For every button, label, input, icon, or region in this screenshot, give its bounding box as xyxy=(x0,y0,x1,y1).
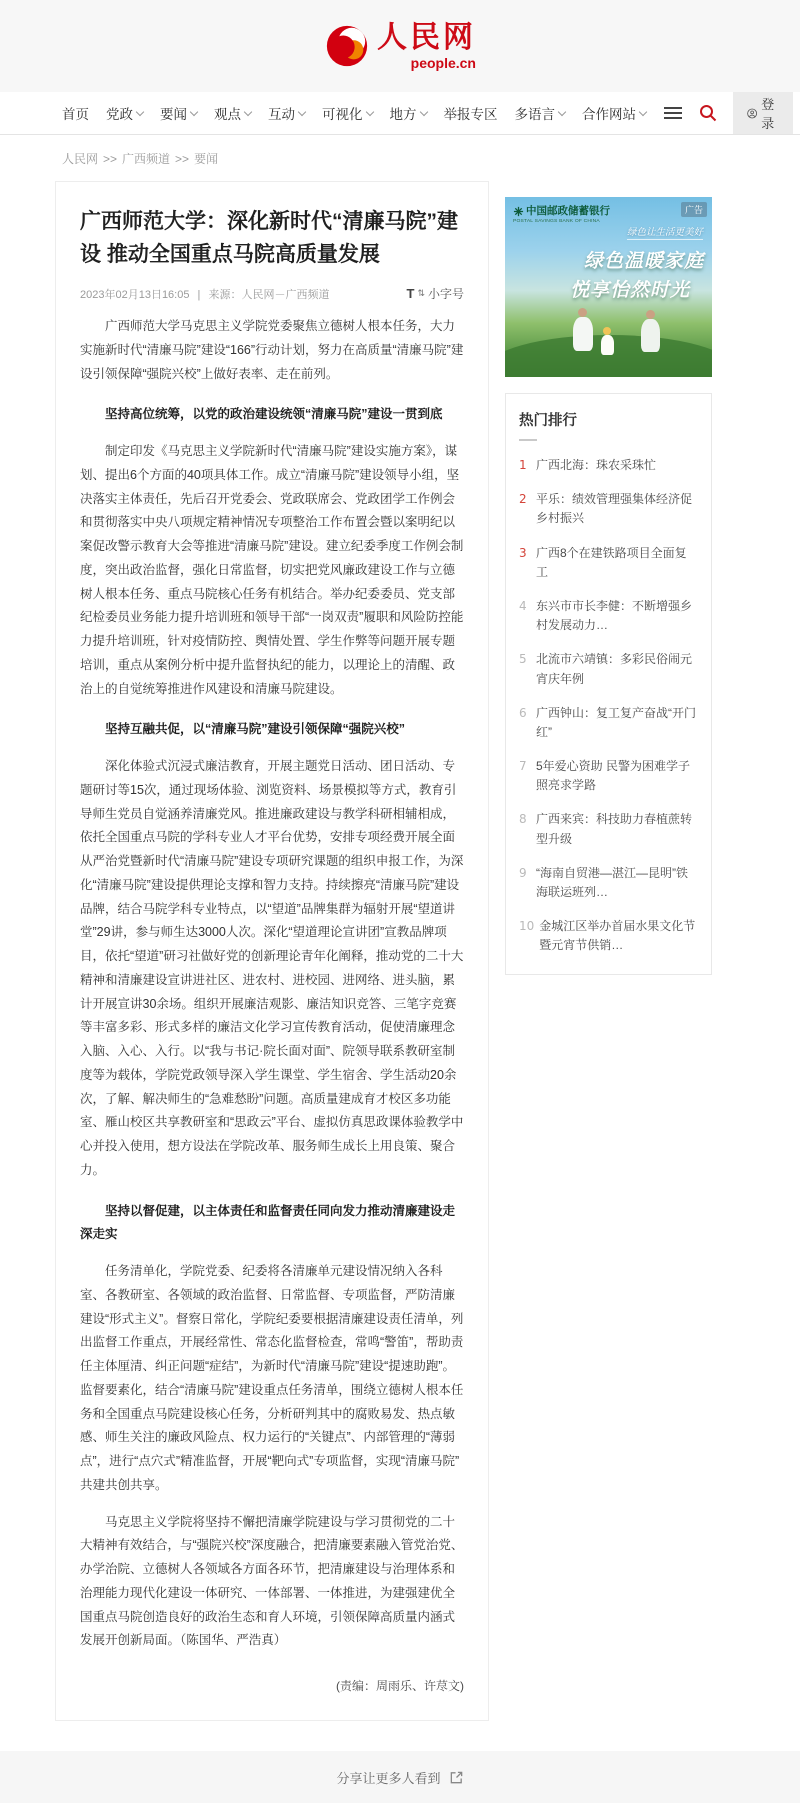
ad-person-head xyxy=(646,310,655,319)
hot-ranking-number: 6 xyxy=(519,705,527,720)
ad-person-figure xyxy=(573,317,593,351)
hot-ranking-text: 广西钟山：复工复产奋战“开门红” xyxy=(536,705,696,739)
nav-item-6[interactable] xyxy=(390,103,427,123)
nav-item-8[interactable] xyxy=(515,103,566,123)
nav-item-label: 要闻 xyxy=(160,107,187,122)
article-body xyxy=(80,315,464,1653)
main-content xyxy=(0,179,800,1747)
hot-ranking-item-10[interactable] xyxy=(519,917,698,955)
chevron-down-icon xyxy=(365,107,373,115)
nav-item-label: 观点 xyxy=(214,107,241,122)
ad-person-figure xyxy=(641,319,660,352)
hot-ranking-text: 广西来宾：科技助力春植蔗转型升级 xyxy=(536,812,693,846)
ad-person-head xyxy=(578,308,587,317)
breadcrumb-separator: >> xyxy=(175,152,190,166)
sidebar xyxy=(505,197,712,975)
hot-ranking-text: 广西8个在建铁路项目全面复工 xyxy=(536,545,687,579)
ad-bank-sub: POSTAL SAVINGS BANK OF CHINA xyxy=(513,217,600,224)
breadcrumb-link-0[interactable]: 人民网 xyxy=(62,152,99,166)
hot-ranking-number: 8 xyxy=(519,812,527,827)
bank-logo-icon xyxy=(513,206,524,217)
hot-ranking-text: 平乐：绩效管理强集体经济促乡村振兴 xyxy=(536,492,693,526)
chevron-down-icon xyxy=(298,107,306,115)
hot-ranking-text: 5年爱心资助 民警为困难学子照亮求学路 xyxy=(536,759,691,793)
hot-ranking-number: 10 xyxy=(519,919,535,934)
hot-ranking-list xyxy=(519,456,698,956)
article-paragraph: 制定印发《马克思主义学院新时代“清廉马院”建设实施方案》，谋划、提出6个方面的40项具体工作。成立“清廉马院”建设领导小组，坚决落实主体责任，先后召开党委会、党政联席会、党政团学工作例会和贯彻落实中央八项规定精神情况专项整治工作布置会暨以案明纪以案促改警示教育大会等推进“清廉马院”建设。建立纪委季度工作例会制度，突出政治监督，强化日常监督，切实把党风廉政建设工作与立德树人根本任务、重点马院核心任务有机结合。举办纪委委员、党支部纪检委员业务能力提升培训班和领导干部“一岗双责”履职和风险防控能力提升培训班，针对疫情防控、舆情处置、学生作弊等问题开展专题培训，重点从案例分析中提升监督执纪的能力，以理论上的清醒、政治上的自觉统筹推进作风建设和清廉马院建设。 xyxy=(80,444,464,696)
hot-ranking-number: 3 xyxy=(519,545,527,560)
hot-ranking-item-7[interactable] xyxy=(519,757,698,795)
search-icon[interactable] xyxy=(699,104,717,122)
share-strip xyxy=(0,1751,800,1803)
nav-item-2[interactable] xyxy=(160,103,197,123)
hot-ranking-text: 北流市六靖镇：多彩民俗闹元宵庆年例 xyxy=(536,652,693,686)
share-label: 分享让更多人看到 xyxy=(336,1770,441,1786)
ad-child-figure xyxy=(601,335,614,355)
nav-item-label: 可视化 xyxy=(322,107,363,122)
main-nav xyxy=(0,92,800,135)
people-cn-logo-icon xyxy=(324,23,370,69)
nav-item-7[interactable] xyxy=(444,103,498,123)
article-paragraph: 马克思主义学院将坚持不懈把清廉学院建设与学习贯彻党的二十大精神有效结合，与“强院兴校”深度融合，把清廉要素融入管党治党、办学治院、立德树人各领域各方面各环节，把清廉建设与治理体系和治理能力现代化建设一体研究、一体部署、一体推进，为建强建优全国重点马院创造良好的政治生态和育人环境，引领保障高质量内涵式发展开创新局面。（陈国华、严浩真） xyxy=(80,1514,464,1648)
article-subheading: 坚持高位统筹，以党的政治建设统领“清廉马院”建设一贯到底 xyxy=(105,407,443,422)
chevron-down-icon xyxy=(558,107,566,115)
breadcrumb xyxy=(0,135,800,179)
breadcrumb-separator: >> xyxy=(103,152,118,166)
article-source: 来源：人民网－广西频道 xyxy=(208,288,330,301)
hot-ranking-title: 热门排行 xyxy=(519,413,577,429)
chevron-down-icon xyxy=(244,107,252,115)
nav-item-9[interactable] xyxy=(582,103,646,123)
font-size-label: 小字号 xyxy=(427,287,464,302)
article-paragraph: 广西师范大学马克思主义学院党委聚焦立德树人根本任务，大力实施新时代“清廉马院”建设“166”行动计划，努力在高质量“清廉马院”建设引领保障“强院兴校”上做好表率、走在前列。 xyxy=(80,319,464,381)
article-subheading: 坚持以督促建，以主体责任和监督责任同向发力推动清廉建设走深走实 xyxy=(80,1203,456,1242)
nav-item-1[interactable] xyxy=(106,103,143,123)
chevron-down-icon xyxy=(639,107,647,115)
hot-ranking-number: 7 xyxy=(519,759,527,774)
chevron-down-icon xyxy=(190,107,198,115)
hot-ranking-item-9[interactable] xyxy=(519,864,698,902)
people-cn-logo[interactable] xyxy=(324,19,476,71)
font-size-control[interactable] xyxy=(406,285,464,302)
logo-text-cn: 人民网 xyxy=(377,19,476,55)
nav-item-5[interactable] xyxy=(322,103,373,123)
login-label: 登录 xyxy=(761,97,775,131)
nav-item-4[interactable] xyxy=(268,103,305,123)
hot-ranking-text: 东兴市市长李健：不断增强乡村发展动力… xyxy=(536,598,693,633)
hot-ranking-number: 2 xyxy=(519,492,527,507)
chevron-down-icon xyxy=(136,107,144,115)
nav-items xyxy=(62,103,646,123)
breadcrumb-link-1[interactable]: 广西频道 xyxy=(122,152,171,166)
nav-item-label: 地方 xyxy=(389,107,417,122)
hot-ranking-number: 1 xyxy=(519,458,527,472)
font-size-arrows-icon: ⇅ xyxy=(417,288,425,299)
article-paragraph: 任务清单化，学院党委、纪委将各清廉单元建设情况纳入各科室、各教研室、各领域的政治监督、日常监督、专项监督，严防清廉建设“形式主义”。督察日常化，学院纪委要根据清廉建设责任清单，列出监督工作重点，开展经常性、常态化监督检查，常鸣“警笛”，帮助责任主体厘清、纠正问题“症结”，为新时代“清廉马院”建设“提速助跑”。监督要素化，结合“清廉马院”建设重点任务清单，围绕立德树人根本任务和全国重点马院建设核心任务，分析研判其中的腐败易发、热点敏感、师生关注的廉政风险点、权力运行的“关键点”、内部管理的“薄弱点”，进行“点穴式”精准监督，开展“靶向式”专项监督，实现“清廉马院”共建共创共享。 xyxy=(80,1264,464,1492)
hot-ranking-text: “海南自贸港—湛江—昆明”铁海联运班列… xyxy=(536,865,688,899)
hot-ranking-number: 5 xyxy=(519,652,527,667)
article-paragraph: 深化体验式沉浸式廉洁教育，开展主题党日活动、团日活动、专题研讨等15次，通过现场体验、浏览资料、场景模拟等方式，教育引导师生党员自觉涵养清廉党风。推进廉政建设与教学科研相辅相成，依托全国重点马院的学科专业人才平台优势，安排专项经费开展全面从严治党暨新时代“清廉马院”建设专项研究课题的组织申报工作，为深化“清廉马院”建设提供理论支撑和智力支持。持续擦亮“清廉马院”建设品牌，结合马院学科专业特点，以“望道”品牌集群为辐射开展“望道讲堂”29讲，参与师生达3000人次。深化“望道理论宣讲团”宣教品牌项目，依托“望道”研习社做好党的创新理论青年化阐释，推动党的二十大精神和清廉建设宣讲进社区、进农村、进校园、进网络、进头脑，累计开展宣讲30余场。组织开展廉洁观影、廉洁知识竞答、三笔字竞赛等丰富多彩、形式多样的廉洁文化学习宣传教育活动，促使清廉理念入脑、入心、入行。以“我与书记·院长面对面”、院领导联系教研室制度等为载体，学院党政领导深入学生课堂、学生宿舍、学生活动20余次，了解、解决师生的“急难愁盼”问题。高质量建成育才校区多功能室、雁山校区共享教研室和“思政云”平台、虚拟仿真思政课体验教学中心并投入使用，想方设法在学院改革、服务师生成长上用良策、聚合力。 xyxy=(80,759,464,1177)
chevron-down-icon xyxy=(419,107,427,115)
article-container xyxy=(55,181,489,1721)
site-header xyxy=(0,0,800,92)
hot-ranking-text: 广西北海：珠农采珠忙 xyxy=(536,458,657,472)
hot-ranking-number: 4 xyxy=(519,598,527,613)
hot-ranking-text: 金城江区举办首届水果文化节暨元宵节供销… xyxy=(539,919,696,953)
nav-item-3[interactable] xyxy=(214,103,251,123)
hot-ranking-item-6[interactable] xyxy=(519,704,698,742)
share-button[interactable] xyxy=(336,1768,463,1787)
hot-ranking-item-2[interactable] xyxy=(519,490,698,528)
article-date-source xyxy=(80,286,329,302)
hot-ranking-number: 9 xyxy=(519,865,527,880)
user-icon xyxy=(747,106,757,121)
editor-note: (责编：周雨乐、许荩文) xyxy=(336,1679,464,1694)
nav-item-label: 合作网站 xyxy=(582,107,636,122)
hot-ranking-item-8[interactable] xyxy=(519,810,698,848)
breadcrumb-link-2[interactable]: 要闻 xyxy=(194,152,219,166)
hot-ranking-item-1[interactable] xyxy=(519,456,698,475)
login-button[interactable] xyxy=(733,92,793,134)
nav-item-label: 举报专区 xyxy=(443,107,498,122)
ad-banner[interactable] xyxy=(505,197,712,377)
ad-child-head xyxy=(603,327,611,335)
article-title: 广西师范大学：深化新时代“清廉马院”建设 推动全国重点马院高质量发展 xyxy=(80,210,458,266)
share-icon xyxy=(449,1770,464,1785)
hot-ranking-box xyxy=(505,393,712,975)
menu-hamburger-icon[interactable] xyxy=(663,106,683,120)
hot-ranking-underline xyxy=(519,439,537,441)
nav-item-label: 首页 xyxy=(62,107,89,122)
nav-item-0[interactable] xyxy=(62,103,89,123)
nav-item-label: 互动 xyxy=(268,107,295,122)
article-subheading: 坚持互融共促，以“清廉马院”建设引领保障“强院兴校” xyxy=(105,722,406,737)
article-date: 2023年02月13日16:05 xyxy=(80,288,190,301)
logo-text-en: people.cn xyxy=(410,54,476,71)
hot-ranking-item-4[interactable] xyxy=(519,597,698,635)
ad-slogan: 绿色温暖家庭 悦享怡然时光 xyxy=(569,251,704,302)
hot-ranking-item-3[interactable] xyxy=(519,544,698,582)
ad-bank-logo: 中国邮政储蓄银行 POSTAL SAVINGS BANK OF CHINA xyxy=(513,205,610,224)
nav-item-label: 党政 xyxy=(106,107,133,122)
ad-label-badge: 广告 xyxy=(681,202,707,217)
nav-item-label: 多语言 xyxy=(514,107,555,122)
meta-separator: | xyxy=(197,288,201,301)
ad-tagline: 绿色让生活更美好 xyxy=(627,224,703,240)
font-size-icon: T xyxy=(406,286,415,302)
hot-ranking-item-5[interactable] xyxy=(519,650,698,688)
